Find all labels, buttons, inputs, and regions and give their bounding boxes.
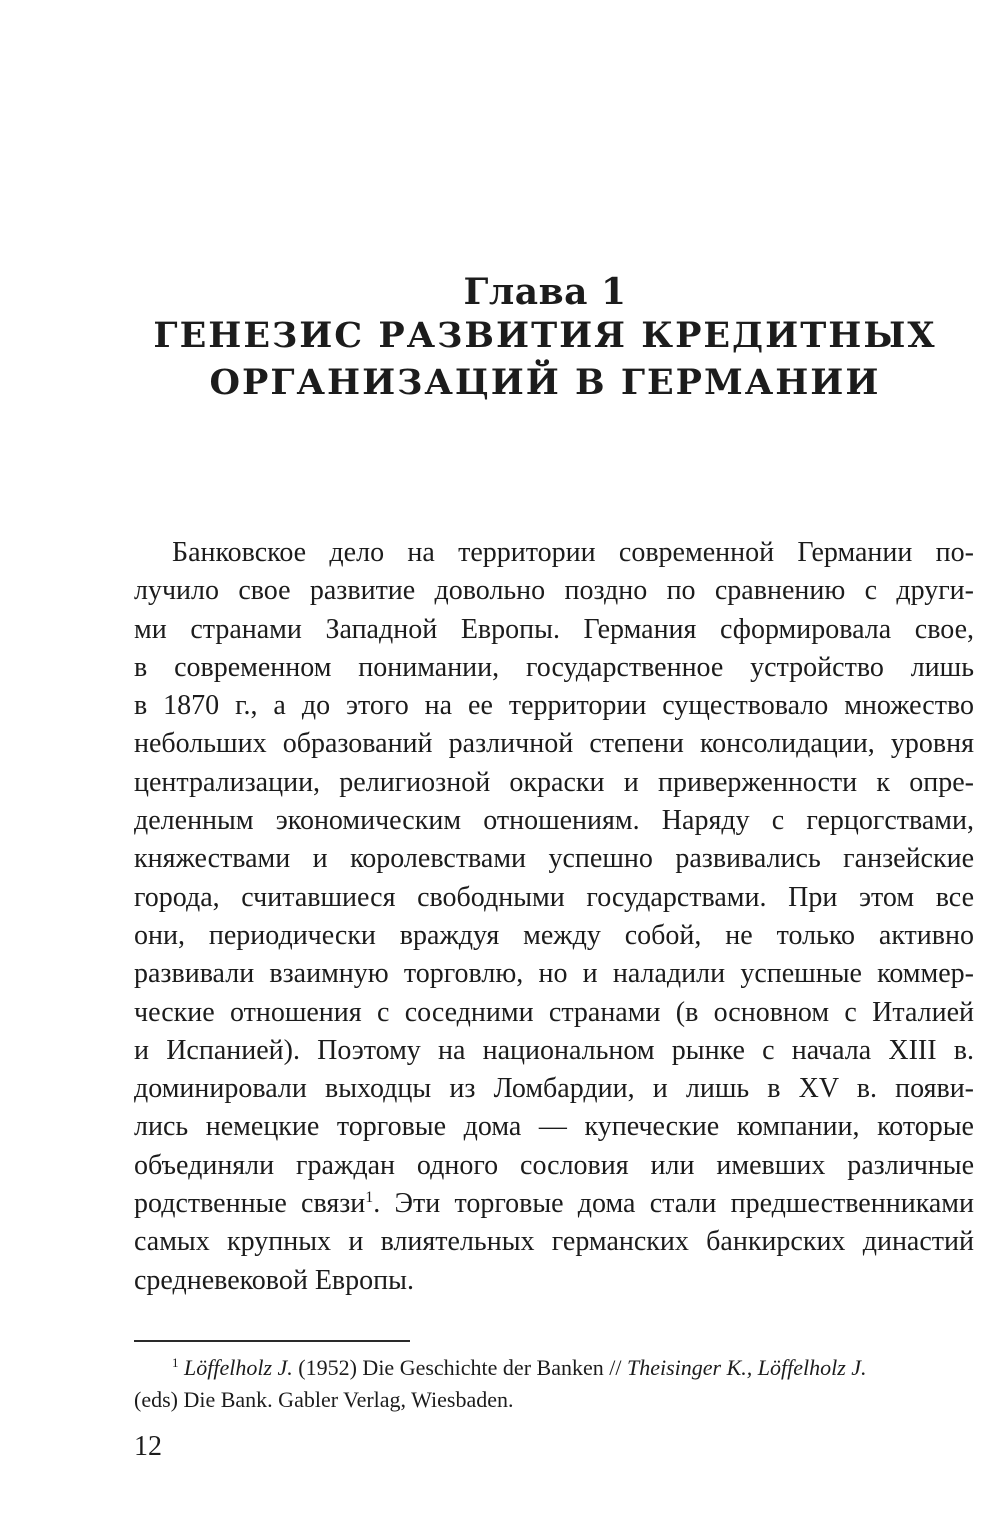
text-line: централизации, религиозной окраски и приверженности к опре- — [134, 766, 974, 798]
chapter-title — [0, 312, 1000, 406]
footnote-line-1 — [134, 1352, 974, 1384]
text-line: города, считавшиеся свободными государствами. При этом все — [134, 881, 974, 913]
text-line: Банковское дело на территории современной Германии по- — [172, 537, 974, 568]
footnote-line-2: (eds) Die Bank. Gabler Verlag, Wiesbaden. — [134, 1387, 514, 1412]
footnote-author: Theisinger K., Löffelholz J. — [626, 1355, 867, 1380]
chapter-title-line-1: ГЕНЕЗИС РАЗВИТИЯ КРЕДИТНЫХ — [153, 315, 937, 356]
text-segment: родственные связи — [134, 1188, 366, 1220]
text-line: и Испанией). Поэтому на национальном рынке с начала XIII в. — [134, 1034, 974, 1066]
text-line: в современном понимании, государственное устройство лишь — [134, 651, 974, 683]
body-paragraph — [134, 534, 974, 1300]
text-line: доминировали выходцы из Ломбардии, и лишь в XV в. появи- — [134, 1073, 974, 1105]
footnote-author: Löffelholz J. — [184, 1355, 293, 1380]
text-line: лись немецкие торговые дома — купеческие компании, которые — [134, 1111, 974, 1143]
text-line: в 1870 г., а до этого на ее территории существовало множество — [134, 690, 974, 722]
chapter-number: Глава 1 — [463, 271, 627, 313]
text-line: развивали взаимную торговлю, но и наладили успешные коммер- — [134, 958, 974, 990]
text-line: ческие отношения с соседними странами (в основном с Италией — [134, 996, 974, 1028]
footnote — [134, 1352, 974, 1416]
text-line: средневековой Европы. — [134, 1264, 414, 1296]
text-segment: . Эти торговые дома стали предшественниками — [373, 1188, 974, 1220]
text-line: небольших образований различной степени консолидации, уровня — [134, 728, 974, 760]
text-line: они, периодически враждуя между собой, не только активно — [134, 919, 974, 951]
footnote-separator — [134, 1340, 410, 1342]
page-number: 12 — [134, 1431, 162, 1462]
text-line: ми странами Западной Европы. Германия сформировала свое, — [134, 613, 974, 645]
footnote-text: (1952) Die Geschichte der Banken // — [292, 1355, 627, 1380]
text-line: объединяли граждан одного сословия или имевших различные — [134, 1149, 974, 1181]
text-line: лучило свое развитие довольно поздно по сравнению с други- — [134, 575, 974, 607]
footnote-reference[interactable]: 1 — [365, 1189, 374, 1207]
text-line-with-footnote-ref — [134, 1185, 974, 1223]
footnote-marker: 1 — [172, 1355, 179, 1370]
chapter-title-line-2: ОРГАНИЗАЦИЙ В ГЕРМАНИИ — [209, 362, 881, 403]
text-line: самых крупных и влиятельных германских банкирских династий — [134, 1226, 974, 1258]
text-line: княжествами и королевствами успешно развивались ганзейские — [134, 843, 974, 875]
text-line: деленным экономическим отношениям. Наряду с герцогствами, — [134, 805, 974, 837]
